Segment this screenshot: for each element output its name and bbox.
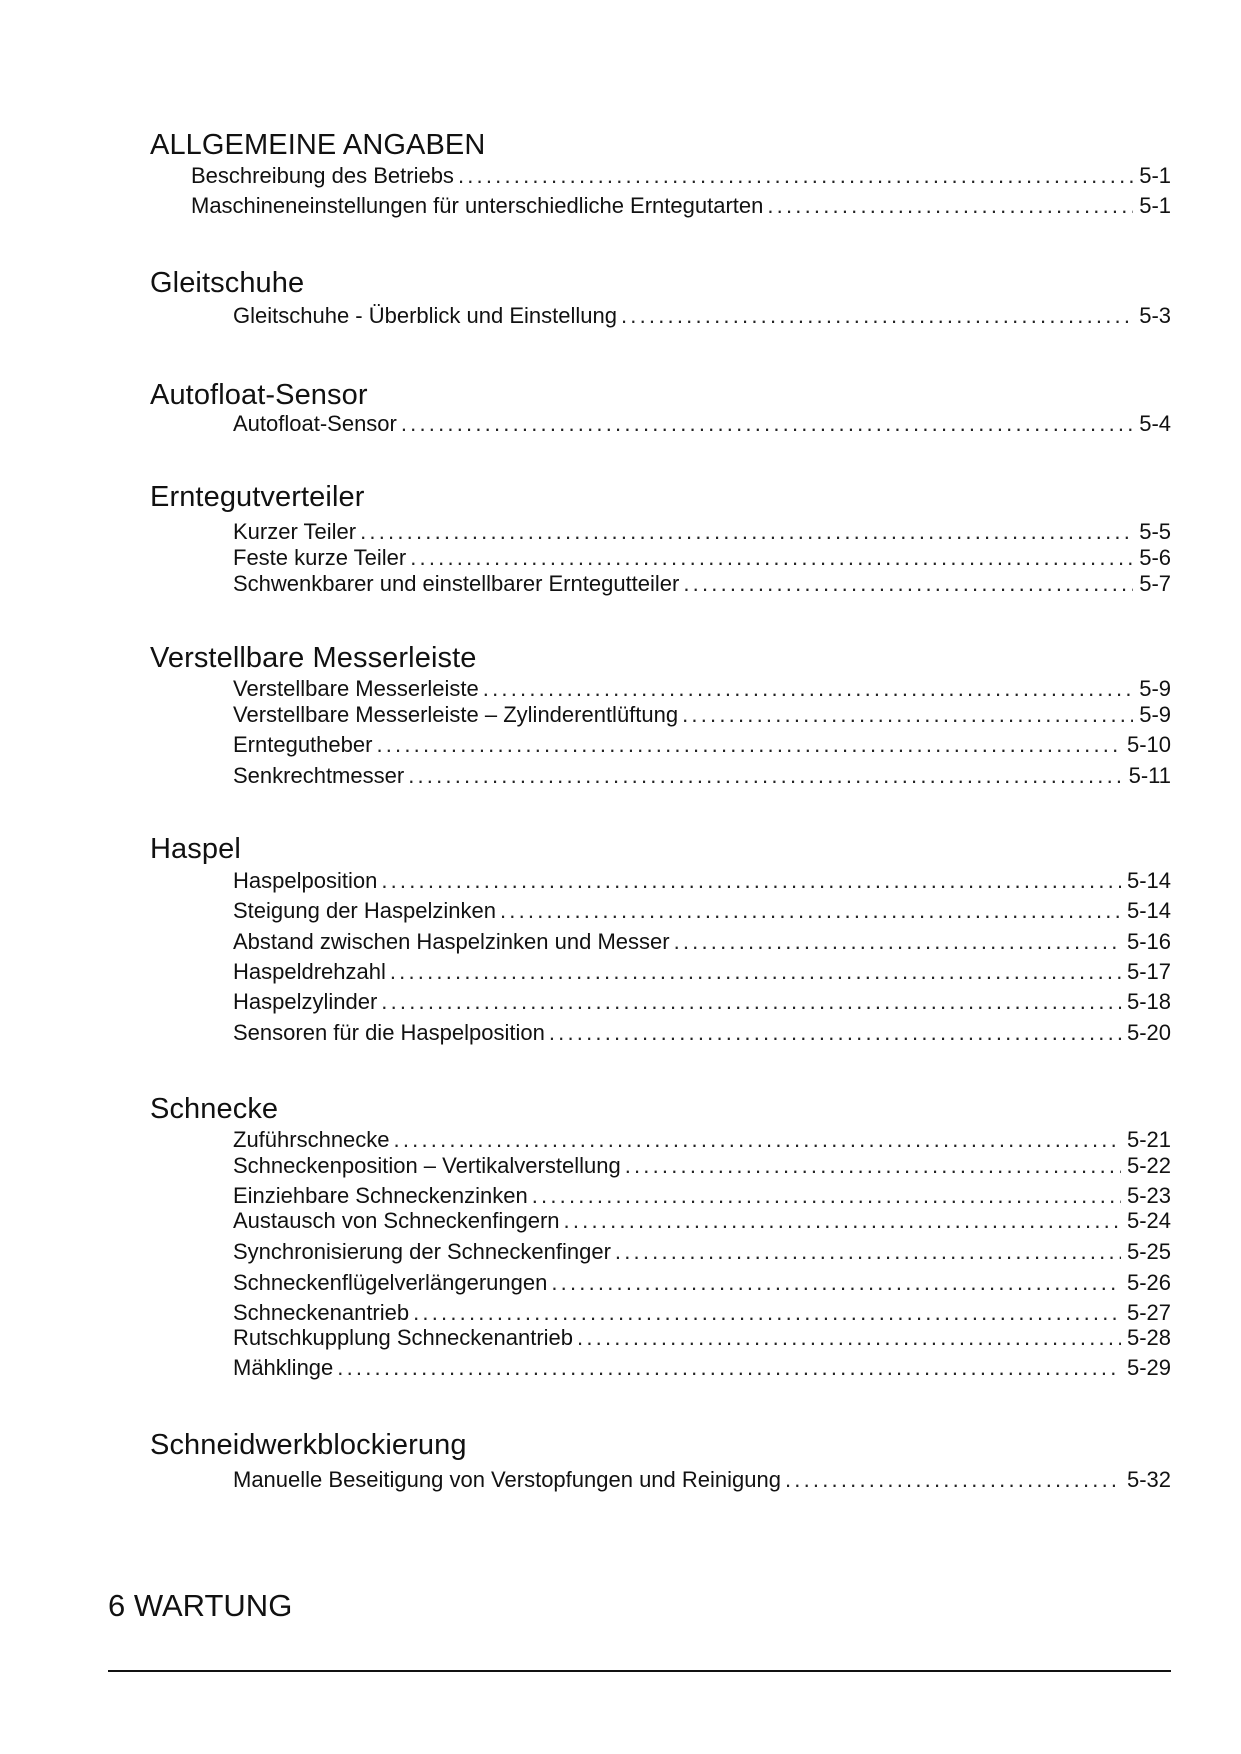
toc-entry-page: 5-21 bbox=[1126, 1127, 1171, 1152]
toc-entry-label: Haspeldrehzahl bbox=[233, 959, 386, 984]
section-title-schnecke: Schnecke bbox=[150, 1093, 279, 1125]
dot-leader bbox=[401, 411, 1133, 437]
toc-entry[interactable] bbox=[233, 411, 1171, 437]
dot-leader bbox=[337, 1355, 1121, 1381]
toc-entry-page: 5-9 bbox=[1139, 702, 1171, 727]
toc-entry-page: 5-26 bbox=[1126, 1270, 1171, 1295]
toc-entry[interactable] bbox=[233, 303, 1171, 329]
dot-leader bbox=[410, 545, 1133, 571]
toc-entry[interactable] bbox=[233, 1127, 1171, 1153]
toc-entry[interactable] bbox=[233, 1020, 1171, 1046]
toc-entry-label: Mähklinge bbox=[233, 1355, 334, 1380]
dot-leader bbox=[394, 1127, 1121, 1153]
toc-entry-page: 5-1 bbox=[1139, 163, 1171, 188]
toc-entry[interactable] bbox=[233, 989, 1171, 1015]
toc-entry-page: 5-22 bbox=[1126, 1153, 1171, 1178]
dot-leader bbox=[683, 571, 1133, 597]
chapter-number: 6 bbox=[108, 1588, 126, 1623]
toc-entry-label: Einziehbare Schneckenzinken bbox=[233, 1183, 528, 1208]
toc-entry-label: Verstellbare Messerleiste bbox=[233, 676, 479, 701]
toc-entry-label: Schwenkbarer und einstellbarer Erntegutteiler bbox=[233, 571, 680, 596]
toc-entry-label: Senkrechtmesser bbox=[233, 763, 405, 788]
toc-entry-page: 5-32 bbox=[1126, 1467, 1171, 1492]
toc-entry-label: Synchronisierung der Schneckenfinger bbox=[233, 1239, 611, 1264]
section-title-schneidwerkblockierung: Schneidwerkblockierung bbox=[150, 1429, 467, 1461]
toc-entry[interactable] bbox=[233, 763, 1171, 789]
toc-entry-page: 5-3 bbox=[1139, 303, 1171, 328]
toc-entry[interactable] bbox=[233, 1355, 1171, 1381]
toc-entry[interactable] bbox=[233, 1208, 1171, 1234]
toc-entry-label: Manuelle Beseitigung von Verstopfungen und Reinigung bbox=[233, 1467, 781, 1492]
dot-leader bbox=[360, 519, 1133, 545]
toc-entry[interactable] bbox=[233, 1183, 1171, 1209]
toc-entry-page: 5-14 bbox=[1126, 868, 1171, 893]
toc-entry[interactable] bbox=[191, 193, 1171, 219]
toc-entry[interactable] bbox=[233, 1300, 1171, 1326]
toc-entry[interactable] bbox=[233, 732, 1171, 758]
toc-entry-label: Sensoren für die Haspelposition bbox=[233, 1020, 545, 1045]
dot-leader bbox=[564, 1208, 1121, 1234]
section-title-allgemeine-angaben: ALLGEMEINE ANGABEN bbox=[150, 129, 486, 161]
dot-leader bbox=[458, 163, 1133, 189]
toc-entry-label: Maschineneinstellungen für unterschiedliche Erntegutarten bbox=[191, 193, 764, 218]
toc-entry-label: Gleitschuhe - Überblick und Einstellung bbox=[233, 303, 617, 328]
toc-entry-page: 5-5 bbox=[1139, 519, 1171, 544]
toc-entry-page: 5-11 bbox=[1128, 763, 1171, 788]
toc-entry[interactable] bbox=[191, 163, 1171, 189]
toc-entry[interactable] bbox=[233, 676, 1171, 702]
dot-leader bbox=[615, 1239, 1121, 1265]
toc-entry[interactable] bbox=[233, 702, 1171, 728]
toc-entry[interactable] bbox=[233, 519, 1171, 545]
dot-leader bbox=[785, 1467, 1121, 1493]
toc-entry-page: 5-20 bbox=[1126, 1020, 1171, 1045]
toc-entry-page: 5-4 bbox=[1139, 411, 1171, 436]
toc-entry-page: 5-17 bbox=[1126, 959, 1171, 984]
toc-entry-page: 5-9 bbox=[1139, 676, 1171, 701]
dot-leader bbox=[577, 1325, 1121, 1351]
toc-entry-label: Beschreibung des Betriebs bbox=[191, 163, 454, 188]
toc-entry-page: 5-29 bbox=[1126, 1355, 1171, 1380]
toc-entry-label: Austausch von Schneckenfingern bbox=[233, 1208, 560, 1233]
dot-leader bbox=[381, 868, 1121, 894]
dot-leader bbox=[767, 193, 1133, 219]
toc-entry-label: Schneckenantrieb bbox=[233, 1300, 410, 1325]
toc-entry[interactable] bbox=[233, 1270, 1171, 1296]
toc-entry-label: Autofloat-Sensor bbox=[233, 411, 397, 436]
toc-entry[interactable] bbox=[233, 959, 1171, 985]
toc-entry-label: Steigung der Haspelzinken bbox=[233, 898, 496, 923]
toc-entry-label: Abstand zwischen Haspelzinken und Messer bbox=[233, 929, 670, 954]
toc-entry-page: 5-14 bbox=[1126, 898, 1171, 923]
dot-leader bbox=[483, 676, 1133, 702]
section-title-verstellbare-messerleiste: Verstellbare Messerleiste bbox=[150, 642, 477, 674]
toc-entry[interactable] bbox=[233, 1239, 1171, 1265]
toc-entry-page: 5-24 bbox=[1126, 1208, 1171, 1233]
dot-leader bbox=[500, 898, 1121, 924]
section-title-erntegutverteiler: Erntegutverteiler bbox=[150, 481, 365, 513]
toc-entry[interactable] bbox=[233, 1153, 1171, 1179]
toc-entry-page: 5-10 bbox=[1126, 732, 1171, 757]
dot-leader bbox=[621, 303, 1133, 329]
toc-entry-page: 5-18 bbox=[1126, 989, 1171, 1014]
toc-entry-label: Schneckenflügelverlängerungen bbox=[233, 1270, 548, 1295]
chapter-title: WARTUNG bbox=[133, 1588, 293, 1623]
toc-entry-label: Haspelposition bbox=[233, 868, 378, 893]
toc-entry-page: 5-16 bbox=[1126, 929, 1171, 954]
dot-leader bbox=[408, 763, 1122, 789]
dot-leader bbox=[381, 989, 1121, 1015]
dot-leader bbox=[532, 1183, 1121, 1209]
dot-leader bbox=[390, 959, 1121, 985]
toc-entry-page: 5-7 bbox=[1139, 571, 1171, 596]
toc-entry-label: Kurzer Teiler bbox=[233, 519, 357, 544]
dot-leader bbox=[413, 1300, 1121, 1326]
toc-entry-label: Erntegutheber bbox=[233, 732, 373, 757]
dot-leader bbox=[376, 732, 1121, 758]
toc-entry-label: Zuführschnecke bbox=[233, 1127, 390, 1152]
toc-entry[interactable] bbox=[233, 571, 1171, 597]
toc-entry[interactable] bbox=[233, 898, 1171, 924]
toc-entry-page: 5-6 bbox=[1139, 545, 1171, 570]
toc-entry-label: Verstellbare Messerleiste – Zylinderentlüftung bbox=[233, 702, 679, 727]
toc-entry[interactable] bbox=[233, 1467, 1171, 1493]
section-title-gleitschuhe: Gleitschuhe bbox=[150, 267, 305, 299]
toc-entry-label: Schneckenposition – Vertikalverstellung bbox=[233, 1153, 621, 1178]
section-title-haspel: Haspel bbox=[150, 833, 241, 865]
toc-entry[interactable] bbox=[233, 929, 1171, 955]
dot-leader bbox=[625, 1153, 1121, 1179]
toc-entry-page: 5-23 bbox=[1126, 1183, 1171, 1208]
chapter-heading bbox=[108, 1588, 292, 1624]
toc-entry-label: Haspelzylinder bbox=[233, 989, 378, 1014]
toc-entry-page: 5-25 bbox=[1126, 1239, 1171, 1264]
dot-leader bbox=[674, 929, 1121, 955]
section-title-autofloat-sensor: Autofloat-Sensor bbox=[150, 379, 368, 411]
toc-entry-label: Feste kurze Teiler bbox=[233, 545, 407, 570]
dot-leader bbox=[551, 1270, 1121, 1296]
toc-entry-page: 5-28 bbox=[1126, 1325, 1171, 1350]
toc-entry[interactable] bbox=[233, 868, 1171, 894]
toc-entry-page: 5-27 bbox=[1126, 1300, 1171, 1325]
toc-entry-page: 5-1 bbox=[1139, 193, 1171, 218]
toc-entry[interactable] bbox=[233, 1325, 1171, 1351]
dot-leader bbox=[549, 1020, 1121, 1046]
chapter-divider bbox=[108, 1670, 1171, 1672]
toc-entry[interactable] bbox=[233, 545, 1171, 571]
dot-leader bbox=[682, 702, 1133, 728]
toc-entry-label: Rutschkupplung Schneckenantrieb bbox=[233, 1325, 574, 1350]
